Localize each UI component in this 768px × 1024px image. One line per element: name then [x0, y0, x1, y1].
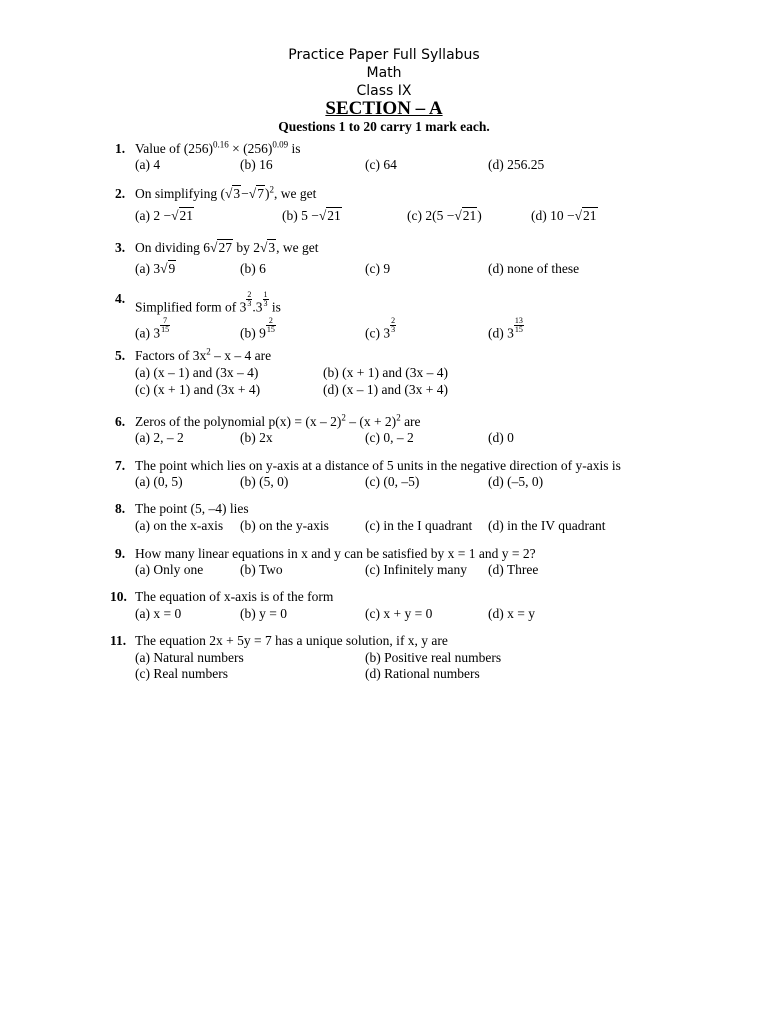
- question-stem: The point (5, –4) lies: [135, 501, 249, 516]
- question-number: 2.: [115, 186, 126, 201]
- option-a: (a) (x – 1) and (3x – 4): [135, 365, 259, 380]
- subject-title: Math: [366, 65, 402, 81]
- question-stem: The point which lies on y-axis at a distance of 5 units in the negative direction of y-axis is: [135, 458, 621, 473]
- option-c: (c) 2(5 −√21): [407, 208, 482, 223]
- option-c: (c) in the I quadrant: [365, 518, 473, 533]
- option-d: (d) none of these: [488, 261, 580, 276]
- option-b: (b) Positive real numbers: [365, 650, 502, 665]
- option-d: (d) 256.25: [488, 157, 545, 172]
- option-d: (d) 10 −√21: [531, 208, 597, 223]
- question-number: 9.: [115, 546, 126, 561]
- question-stem: The equation of x-axis is of the form: [135, 589, 334, 604]
- option-d: (d) Three: [488, 562, 539, 577]
- option-a: (a) x = 0: [135, 606, 182, 621]
- option-c: (c) Infinitely many: [365, 562, 467, 577]
- question-number: 8.: [115, 501, 126, 516]
- option-c: (c) 64: [365, 157, 397, 172]
- question-stem: How many linear equations in x and y can be satisfied by x = 1 and y = 2?: [135, 546, 536, 561]
- option-b: (b) 6: [240, 261, 266, 276]
- question-number: 7.: [115, 458, 126, 473]
- option-a: (a) 4: [135, 157, 161, 172]
- option-a: (a) 3√9: [135, 261, 176, 276]
- option-d: (d) 3 $\frac{13}{15}$: [488, 316, 523, 341]
- option-b: (b) 2x: [240, 430, 273, 445]
- question-number: 4.: [115, 291, 126, 306]
- question-number: 11.: [110, 633, 127, 648]
- question-stem: Zeros of the polynomial $p(x) = (x - 2)^2 - (x + 2)^2$ are: [135, 412, 421, 429]
- question-number: 10.: [110, 589, 127, 604]
- question-stem: On simplifying $(√3-√7)^2$, we get: [135, 184, 317, 201]
- option-b: (b) on the y-axis: [240, 518, 329, 533]
- option-c: (c) 9: [365, 261, 391, 276]
- option-b: (b) (5, 0): [240, 474, 289, 489]
- option-b: (b) y = 0: [240, 606, 287, 621]
- section-title: SECTION – A: [325, 98, 443, 119]
- option-d: (d) Rational numbers: [365, 666, 480, 681]
- option-c: (c) (0, –5): [365, 474, 420, 489]
- option-b: (b) 9 $\frac{2}{15}$: [240, 316, 275, 341]
- option-d: (d) x = y: [488, 606, 535, 621]
- question-number: 5.: [115, 348, 126, 363]
- question-stem: Value of $(256)^{0.16} \times (256)^{0.09}$ is: [135, 139, 301, 156]
- option-b: (b) 5 −√21: [282, 208, 341, 223]
- option-b: (b) Two: [240, 562, 283, 577]
- option-c: (c) (x + 1) and (3x + 4): [135, 382, 261, 397]
- option-b: (b) 16: [240, 157, 273, 172]
- paper-title: Practice Paper Full Syllabus: [288, 47, 480, 63]
- question-number: 6.: [115, 414, 126, 429]
- question-stem: Simplified form of 3 $\frac{2}{3}$ .3 $\frac{1}{3}$ is: [135, 290, 281, 315]
- section-subtitle: Questions 1 to 20 carry 1 mark each.: [278, 119, 490, 134]
- option-a: (a) Only one: [135, 562, 204, 577]
- option-d: (d) in the IV quadrant: [488, 518, 606, 533]
- option-a: (a) 2 −√21: [135, 208, 194, 223]
- option-b: (b) (x + 1) and (3x – 4): [323, 365, 448, 380]
- sqrt-symbol: √3: [225, 186, 241, 201]
- option-c: (c) 3 $\frac{2}{3}$: [365, 316, 396, 341]
- option-d: (d) (x – 1) and (3x + 4): [323, 382, 448, 397]
- question-number: 1.: [115, 141, 126, 156]
- option-d: (d) 0: [488, 430, 514, 445]
- question-stem: On dividing 6√27 by 2√3, we get: [135, 240, 319, 255]
- option-d: (d) (–5, 0): [488, 474, 544, 489]
- option-a: (a) on the x-axis: [135, 518, 224, 533]
- option-a: (a) 2, – 2: [135, 430, 184, 445]
- class-title: Class IX: [356, 83, 412, 99]
- option-a: (a) (0, 5): [135, 474, 183, 489]
- option-a: (a) 3 $\frac{7}{15}$: [135, 316, 170, 341]
- option-c: (c) Real numbers: [135, 666, 228, 681]
- option-c: (c) x + y = 0: [365, 606, 433, 621]
- option-c: (c) 0, – 2: [365, 430, 414, 445]
- question-stem: The equation 2x + 5y = 7 has a unique solution, if x, y are: [135, 633, 448, 648]
- option-a: (a) Natural numbers: [135, 650, 244, 665]
- question-number: 3.: [115, 240, 126, 255]
- question-stem: Factors of $3x^2$ – x – 4 are: [135, 346, 272, 363]
